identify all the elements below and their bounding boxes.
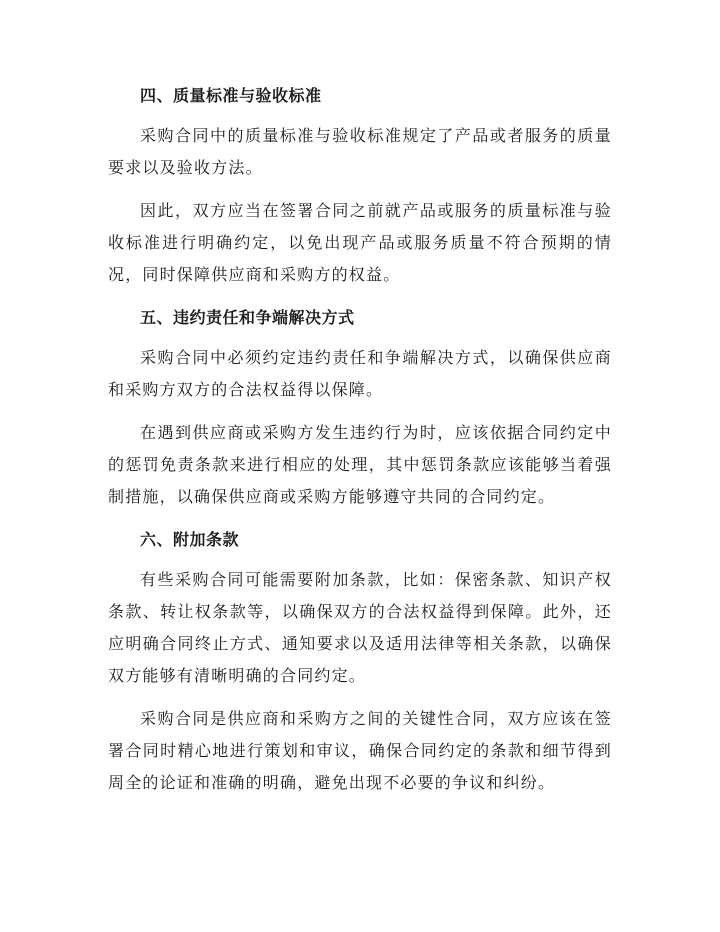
section-heading: 五、违约责任和争端解决方式 [140,308,355,327]
section-heading: 六、附加条款 [140,530,240,549]
section-breach-liability [108,302,612,513]
paragraph: 有些采购合同可能需要附加条款，比如：保密条款、知识产权条款、转让权条款等，以确保双方的合法权益得到保障。此外，还应明确合同终止方式、通知要求以及适用法律等相关条款，以确保双方能够有清晰明确的合同约定。 [108,570,612,685]
document-page [108,80,612,810]
section-heading: 四、质量标准与验收标准 [140,86,322,105]
paragraph: 采购合同中必须约定违约责任和争端解决方式，以确保供应商和采购方双方的合法权益得以保障。 [108,348,612,399]
section-quality-standards [108,80,612,291]
paragraph: 在遇到供应商或采购方发生违约行为时，应该依据合同约定中的惩罚免责条款来进行相应的处理，其中惩罚条款应该能够当着强制措施，以确保供应商或采购方能够遵守共同的合同约定。 [108,423,612,506]
section-additional-clauses [108,524,612,799]
paragraph: 因此，双方应当在签署合同之前就产品或服务的质量标准与验收标准进行明确约定，以免出现产品或服务质量不符合预期的情况，同时保障供应商和采购方的权益。 [108,201,612,284]
paragraph: 采购合同是供应商和采购方之间的关键性合同，双方应该在签署合同时精心地进行策划和审议，确保合同约定的条款和细节得到周全的论证和准确的明确，避免出现不必要的争议和纠纷。 [108,709,612,792]
paragraph: 采购合同中的质量标准与验收标准规定了产品或者服务的质量要求以及验收方法。 [108,126,612,177]
